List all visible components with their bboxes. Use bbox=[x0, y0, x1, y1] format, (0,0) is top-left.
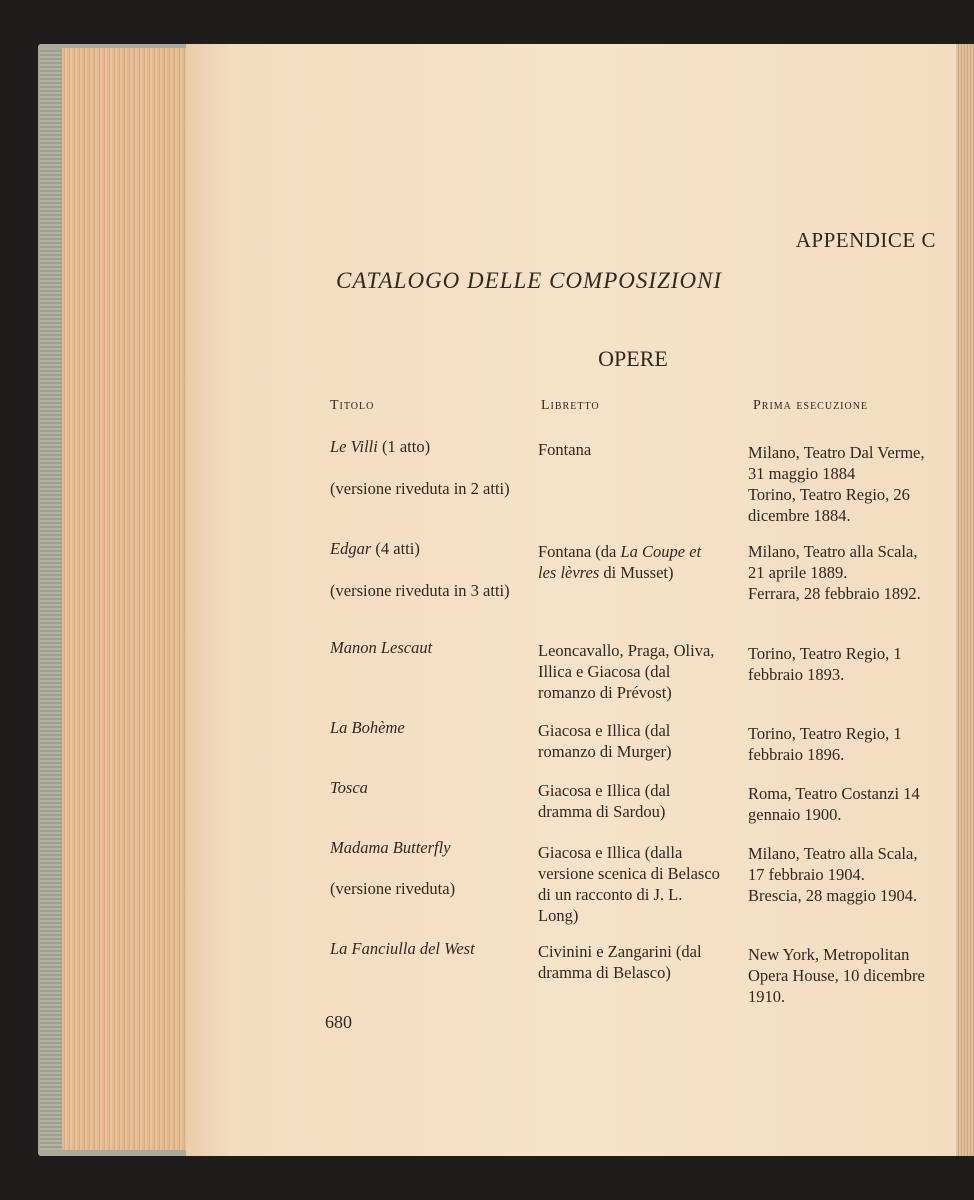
libretto-cell: Giacosa e Illica (dal dramma di Sardou) bbox=[538, 781, 671, 821]
section-heading: OPERE bbox=[598, 346, 668, 371]
libretto-source: La Coupe et les lèvres bbox=[538, 542, 702, 582]
libretto-cell bbox=[538, 541, 720, 583]
right-page-edges bbox=[956, 44, 974, 1156]
opera-revision: (versione riveduta in 3 atti) bbox=[330, 581, 510, 600]
opera-title: Manon Lescaut bbox=[330, 638, 433, 657]
premiere-cell bbox=[748, 783, 930, 825]
premiere-line: Roma, Teatro Costanzi 14 gennaio 1900. bbox=[748, 784, 920, 824]
premiere-line: Milano, Teatro alla Scala, 17 febbraio 1904. bbox=[748, 844, 918, 884]
opera-title: Le Villi bbox=[330, 437, 378, 456]
premiere-line: Torino, Teatro Regio, 26 dicembre 1884. bbox=[748, 485, 910, 525]
column-header-prima-esecuzione: Prima esecuzione bbox=[753, 398, 869, 413]
premiere-line: Torino, Teatro Regio, 1 febbraio 1893. bbox=[748, 644, 902, 684]
table-row-title bbox=[330, 538, 514, 559]
column-header-libretto: Libretto bbox=[541, 398, 600, 413]
libretto-cell: Fontana bbox=[538, 440, 592, 459]
libretto-cell: Giacosa e Illica (dalla versione scenica di Belasco di un racconto di J. L. Long) bbox=[538, 843, 720, 925]
premiere-cell bbox=[748, 843, 930, 906]
opera-title: La Fanciulla del West bbox=[330, 939, 475, 958]
opera-acts: (4 atti) bbox=[375, 539, 420, 558]
opera-title: Tosca bbox=[330, 778, 368, 797]
opera-title: Edgar bbox=[330, 539, 372, 558]
opera-title: La Bohème bbox=[330, 718, 405, 737]
premiere-line: New York, Metropolitan Opera House, 10 dicembre 1910. bbox=[748, 945, 925, 1006]
cover-spine-cloth bbox=[40, 50, 64, 1150]
libretto-cell: Giacosa e Illica (dal romanzo di Murger) bbox=[538, 721, 672, 761]
libretto-text: Fontana (da bbox=[538, 542, 617, 561]
premiere-cell bbox=[748, 723, 930, 765]
libretto-author: di Musset) bbox=[603, 563, 674, 582]
page-stack-edges bbox=[62, 48, 190, 1150]
libretto-cell: Leoncavallo, Praga, Oliva, Illica e Giacosa (dal romanzo di Prévost) bbox=[538, 641, 715, 702]
libretto-cell: Civinini e Zangarini (dal dramma di Belasco) bbox=[538, 942, 702, 982]
premiere-line: Torino, Teatro Regio, 1 febbraio 1896. bbox=[748, 724, 902, 764]
premiere-cell bbox=[748, 442, 930, 526]
premiere-line: Ferrara, 28 febbraio 1892. bbox=[748, 584, 921, 603]
page-title: CATALOGO DELLE COMPOSIZIONI bbox=[336, 268, 723, 293]
opera-acts: (1 atto) bbox=[381, 437, 431, 456]
premiere-line: Milano, Teatro Dal Verme, 31 maggio 1884 bbox=[748, 443, 925, 483]
premiere-cell bbox=[748, 944, 930, 1007]
premiere-cell bbox=[748, 643, 930, 685]
page-number: 680 bbox=[325, 1012, 352, 1032]
appendix-label: APPENDICE C bbox=[795, 228, 936, 252]
opera-revision: (versione riveduta in 2 atti) bbox=[330, 479, 510, 498]
premiere-cell bbox=[748, 541, 930, 604]
premiere-line: Brescia, 28 maggio 1904. bbox=[748, 886, 918, 905]
table-row-title bbox=[330, 436, 514, 457]
opera-title: Madama Butterfly bbox=[330, 838, 451, 857]
opera-revision: (versione riveduta) bbox=[330, 879, 456, 898]
premiere-line: Milano, Teatro alla Scala, 21 aprile 1889. bbox=[748, 542, 918, 582]
column-header-titolo: Titolo bbox=[330, 398, 375, 413]
